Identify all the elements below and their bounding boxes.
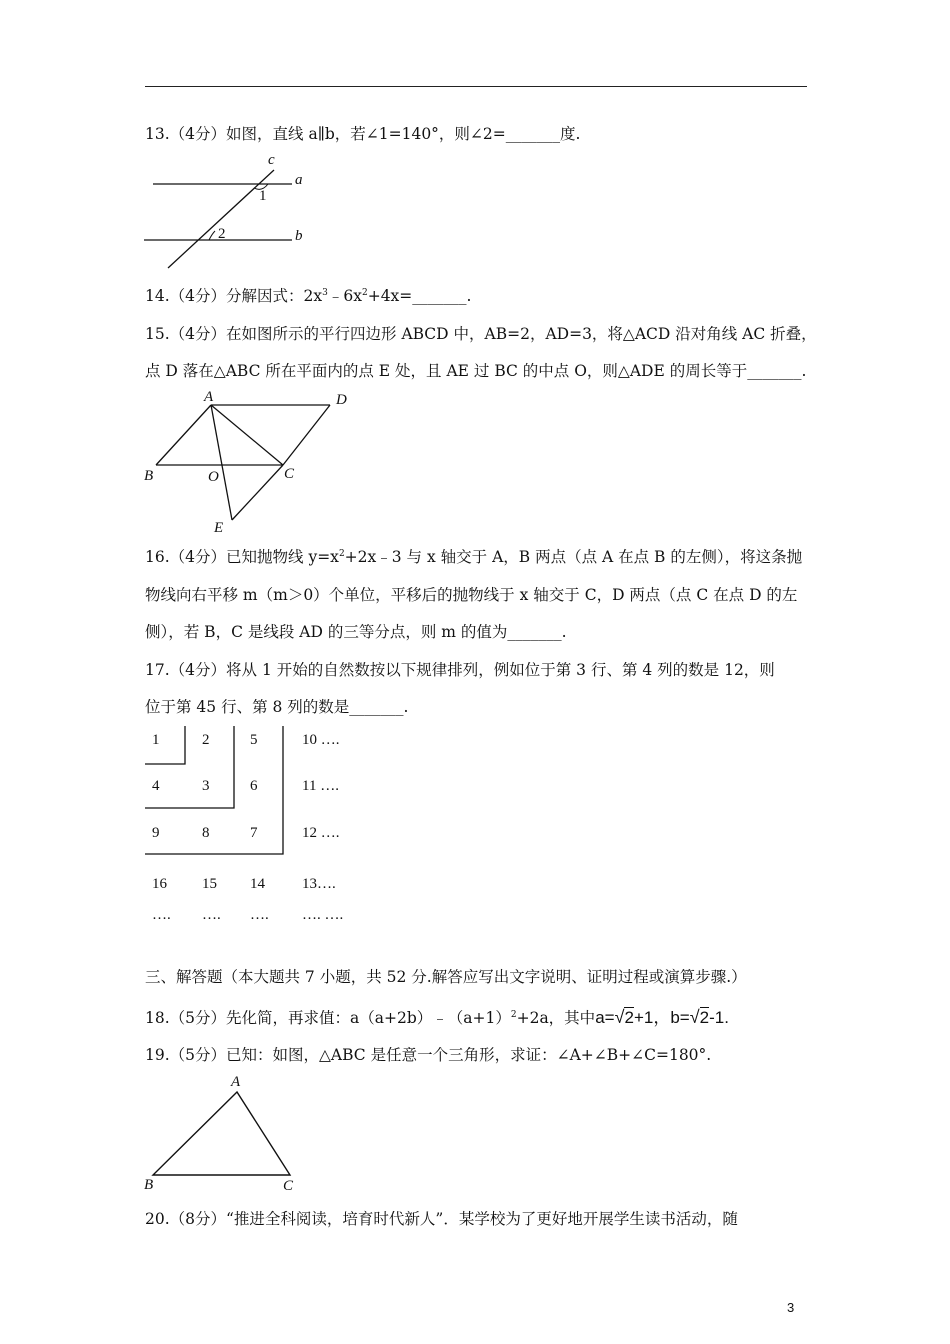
header-rule — [145, 86, 807, 87]
grid-cell-r4-c4: 13…. — [302, 876, 336, 892]
q13-text: 13.（4分）如图，直线 a∥b，若∠1=140°，则∠2=_______度. — [145, 125, 581, 143]
section3-heading: 三、解答题（本大题共 7 小题，共 52 分.解答应写出文字说明、证明过程或演算步骤.） — [145, 968, 747, 986]
grid-cell-r1-c3: 5 — [250, 732, 258, 748]
q15-label-A: A — [204, 389, 214, 405]
grid-cell-r3-c4: 12 …. — [302, 825, 340, 841]
q18-text: 18.（5分）先化简，再求值：$a(a+2b)﹣(a+1)^2+2a$，其中a=√2+1，b=√2-1. — [145, 1007, 729, 1027]
grid-cell-r3-c2: 8 — [202, 825, 210, 841]
q13-label-1: 1 — [259, 188, 267, 204]
grid-cell-r1-c2: 2 — [202, 732, 210, 748]
q15-label-B: B — [144, 468, 154, 484]
q15-label-C: C — [284, 466, 295, 482]
q20-text: 20.（8分）“推进全科阅读，培育时代新人”．某学校为了更好地开展学生读书活动，随 — [145, 1210, 738, 1228]
grid-cell-r5-c4: …. …. — [302, 907, 344, 923]
grid-cell-r4-c3: 14 — [250, 876, 265, 892]
grid-cell-r5-c1: …. — [152, 907, 171, 923]
grid-cell-r5-c2: …. — [202, 907, 221, 923]
q17-line2: 位于第 45 行、第 8 列的数是_______. — [145, 698, 409, 716]
q15-line2: 点 D 落在△ABC 所在平面内的点 E 处，且 AE 过 BC 的中点 O，则△ADE 的周长等于_______. — [145, 362, 807, 380]
q16-line3: 侧），若 B，C 是线段 AD 的三等分点，则 m 的值为_______. — [145, 623, 567, 641]
page-number: 3 — [787, 1300, 795, 1315]
grid-cell-r2-c1: 4 — [152, 778, 160, 794]
grid-cell-r2-c2: 3 — [202, 778, 210, 794]
q19-label-C: C — [283, 1178, 294, 1194]
q13-figure — [140, 148, 320, 273]
grid-cell-r1-c4: 10 …. — [302, 732, 340, 748]
grid-cell-r4-c1: 16 — [152, 876, 167, 892]
grid-cell-r2-c4: 11 …. — [302, 778, 339, 794]
q19-label-B: B — [144, 1177, 154, 1193]
q19-triangle — [140, 1070, 310, 1195]
q15-label-O: O — [208, 469, 219, 485]
q14-text: 14.（4分）分解因式：$2x^3﹣6x^2+4x=\_\_\_\_\_\_\_$. — [145, 287, 472, 305]
q16-line1: 16.（4分）已知抛物线 $y=x^2+2x﹣3$ 与 x 轴交于 A，B 两点（点 A 在点 B 的左侧），将这条抛 — [145, 548, 803, 566]
grid-cell-r5-c3: …. — [250, 907, 269, 923]
grid-cell-r1-c1: 1 — [152, 732, 160, 748]
grid-cell-r3-c3: 7 — [250, 825, 258, 841]
q16-line2: 物线向右平移 m（m＞0）个单位，平移后的抛物线于 x 轴交于 C，D 两点（点 C 在点 D 的左 — [145, 586, 798, 604]
q19-label-A: A — [231, 1074, 241, 1090]
q15-label-E: E — [214, 520, 224, 536]
q13-label-2: 2 — [218, 226, 226, 242]
q13-label-c: c — [268, 152, 275, 168]
q15-line1: 15.（4分）在如图所示的平行四边形 ABCD 中，AB=2，AD=3，将△ACD 沿对角线 AC 折叠， — [145, 325, 817, 343]
q15-label-D: D — [336, 392, 347, 408]
q15-figure — [140, 388, 360, 538]
q19-text: 19.（5分）已知：如图，△ABC 是任意一个三角形，求证：∠A+∠B+∠C=180°. — [145, 1046, 712, 1064]
q17-line1: 17.（4分）将从 1 开始的自然数按以下规律排列，例如位于第 3 行、第 4 列的数是 12，则 — [145, 661, 775, 679]
q13-label-b: b — [295, 228, 303, 244]
grid-cell-r3-c1: 9 — [152, 825, 160, 841]
grid-cell-r4-c2: 15 — [202, 876, 217, 892]
q17-number-grid — [140, 722, 380, 927]
grid-cell-r2-c3: 6 — [250, 778, 258, 794]
q13-label-a: a — [295, 172, 303, 188]
